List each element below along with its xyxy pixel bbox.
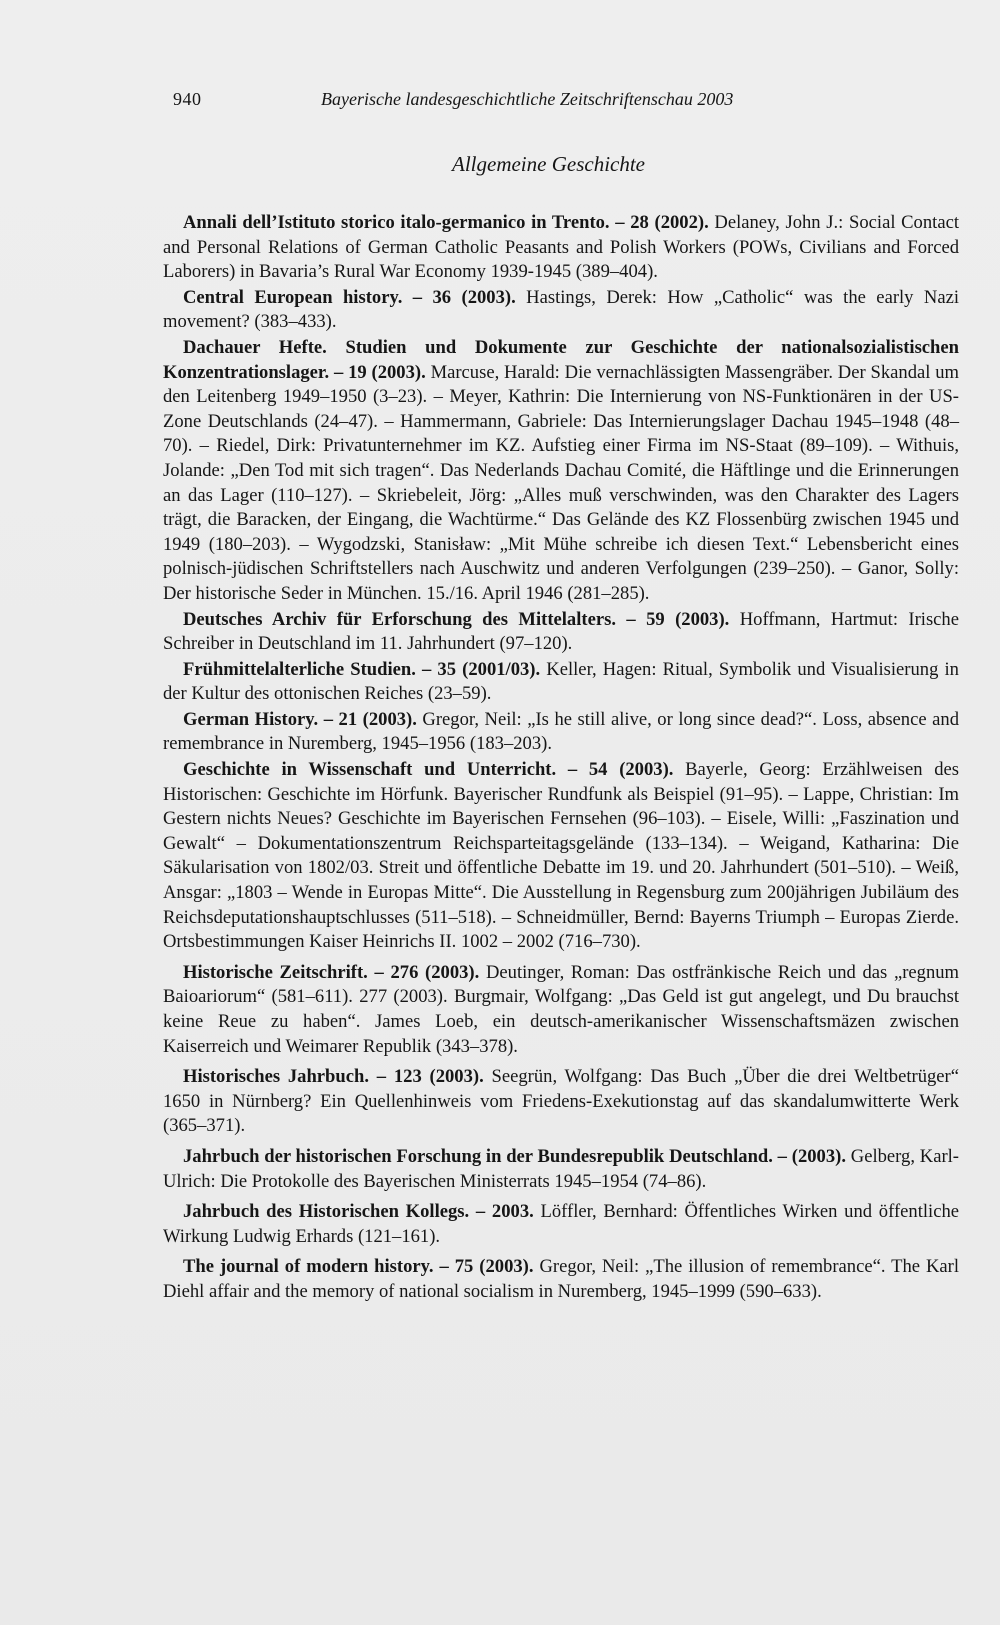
running-head: [173, 89, 813, 119]
journal-citation: Historische Zeitschrift. – 276 (2003).: [183, 961, 480, 983]
running-title: Bayerische landesgeschichtliche Zeitschriftenschau 2003: [321, 89, 734, 109]
entry-articles: Keller, Hagen: Ritual, Symbolik und Visualisierung in der Kultur des ottonischen Reiches (23–59).: [163, 658, 959, 705]
bibliography-entry: [163, 608, 959, 657]
journal-citation: Jahrbuch der historischen Forschung in der Bundesrepublik Deutschland. – (2003).: [183, 1145, 846, 1167]
journal-citation: Jahrbuch des Historischen Kollegs. – 2003.: [183, 1201, 534, 1223]
entry-articles: Hoffmann, Hartmut: Irische Schreiber in Deutschland im 11. Jahrhundert (97–120).: [163, 608, 959, 655]
entry-articles: Marcuse, Harald: Die vernachlässigten Massengräber. Der Skandal um den Leitenberg 1949–1950 (3–23). – Meyer, Kathrin: Die Internierung von NS-Funktionären in der US-Zone Deutschlands (24–47). – Hammermann, Gabriele: Das Internierungslager Dachau 1945–1948 (48–70). – Riedel, Dirk: Privatunternehmer im KZ. Aufstieg einer Firma im NS-Staat (89–109). – Withuis, Jolande: „Den Tod mit sich tragen“. Das Nederlands Dachau Comité, die Häftlinge und die Erinnerungen an das Lager (110–127). – Skriebeleit, Jörg: „Alles muß verschwinden, was den Charakter des Lagers trägt, die Baracken, der Eingang, die Wachtürme.“ Das Gelände des KZ Flossenbürg zwischen 1945 und 1949 (180–203). – Wygodzski, Stanisław: „Mit Mühe schreibe ich diesen Text.“ Lebensbericht eines polnisch-jüdischen Schriftstellers nach Auschwitz und anderen Verfolgungen (239–250). – Ganor, Solly: Der historische Seder in München. 15./16. April 1946 (281–285).: [163, 361, 959, 604]
entry-articles: Gregor, Neil: „Is he still alive, or long since dead?“. Loss, absence and remembrance in Nuremberg, 1945–1956 (183–203).: [163, 708, 959, 755]
bibliography-list: [163, 211, 959, 1306]
journal-citation: The journal of modern history. – 75 (2003).: [183, 1256, 534, 1278]
bibliography-entry: [163, 1200, 959, 1249]
bibliography-entry: [163, 336, 959, 607]
journal-citation: Historisches Jahrbuch. – 123 (2003).: [183, 1066, 484, 1088]
entry-articles: Hastings, Derek: How „Catholic“ was the early Nazi movement? (383–433).: [163, 286, 959, 333]
entry-articles: Löffler, Bernhard: Öffentliches Wirken und öffentliche Wirkung Ludwig Erhards (121–161).: [163, 1201, 959, 1247]
journal-citation: Geschichte in Wissenschaft und Unterricht. – 54 (2003).: [183, 759, 674, 781]
journal-citation: Deutsches Archiv für Erforschung des Mittelalters. – 59 (2003).: [183, 608, 730, 630]
bibliography-entry: [163, 211, 959, 285]
entry-articles: Deutinger, Roman: Das ostfränkische Reich und das „regnum Baioariorum“ (581–611). 277 (2003). Burgmair, Wolfgang: „Das Geld ist gut angelegt, und Du brauchst keine Reue zu haben“. James Loeb, ein deutsch-amerikanischer Wissenschaftsmäzen zwischen Kaiserreich und Weimarer Republik (343–378).: [163, 961, 959, 1057]
bibliography-entry: [163, 286, 959, 335]
bibliography-entry: [163, 758, 959, 955]
journal-citation: Central European history. – 36 (2003).: [183, 286, 516, 308]
page-number: 940: [173, 89, 202, 109]
section-heading: Allgemeine Geschichte: [452, 152, 645, 176]
bibliography-entry: [163, 1145, 959, 1194]
entry-articles: Seegrün, Wolfgang: Das Buch „Über die drei Weltbetrüger“ 1650 in Nürnberg? Ein Quellenhinweis vom Friedens-Exekutionstag auf das skandalumwitterte Werk (365–371).: [163, 1066, 960, 1137]
bibliography-entry: [163, 1065, 959, 1139]
journal-citation: Annali dell’Istituto storico italo-germanico in Trento. – 28 (2002).: [183, 212, 709, 233]
bibliography-entry: [163, 708, 959, 757]
bibliography-entry: [163, 961, 959, 1059]
entry-articles: Gelberg, Karl-Ulrich: Die Protokolle des Bayerischen Ministerrats 1945–1954 (74–86).: [163, 1145, 960, 1192]
entry-articles: Gregor, Neil: „The illusion of remembrance“. The Karl Diehl affair and the memory of national socialism in Nuremberg, 1945–1999 (590–633).: [163, 1256, 960, 1302]
journal-citation: Dachauer Hefte. Studien und Dokumente zur Geschichte der nationalsozialistischen Konzentrationslager. – 19 (2003).: [163, 336, 959, 383]
entry-articles: Bayerle, Georg: Erzählweisen des Historischen: Geschichte im Hörfunk. Bayerischer Rundfunk als Beispiel (91–95). – Lappe, Christian: Im Gestern nichts Neues? Geschichte im Bayerischen Fernsehen (96–103). – Eisele, Willi: „Faszination und Gewalt“ – Dokumentationszentrum Reichsparteitagsgelände (133–134). – Weigand, Katharina: Die Säkularisation von 1802/03. Streit und öffentliche Debatte im 19. und 20. Jahrhundert (501–510). – Weiß, Ansgar: „1803 – Wende in Europas Mitte“. Die Ausstellung in Regensburg zum 200jährigen Jubiläum des Reichsdeputationshauptschlusses (511–518). – Schneidmüller, Bernd: Bayerns Triumph – Europas Zierde. Ortsbestimmungen Kaiser Heinrichs II. 1002 – 2002 (716–730).: [163, 759, 959, 953]
journal-citation: Frühmittelalterliche Studien. – 35 (2001/03).: [183, 658, 541, 680]
bibliography-entry: [163, 1255, 959, 1304]
bibliography-entry: [163, 658, 959, 707]
journal-citation: German History. – 21 (2003).: [183, 708, 417, 730]
entry-articles: Delaney, John J.: Social Contact and Personal Relations of German Catholic Peasants and Polish Workers (POWs, Civilians and Forced Laborers) in Bavaria’s Rural War Economy 1939-1945 (389–404).: [163, 212, 959, 283]
